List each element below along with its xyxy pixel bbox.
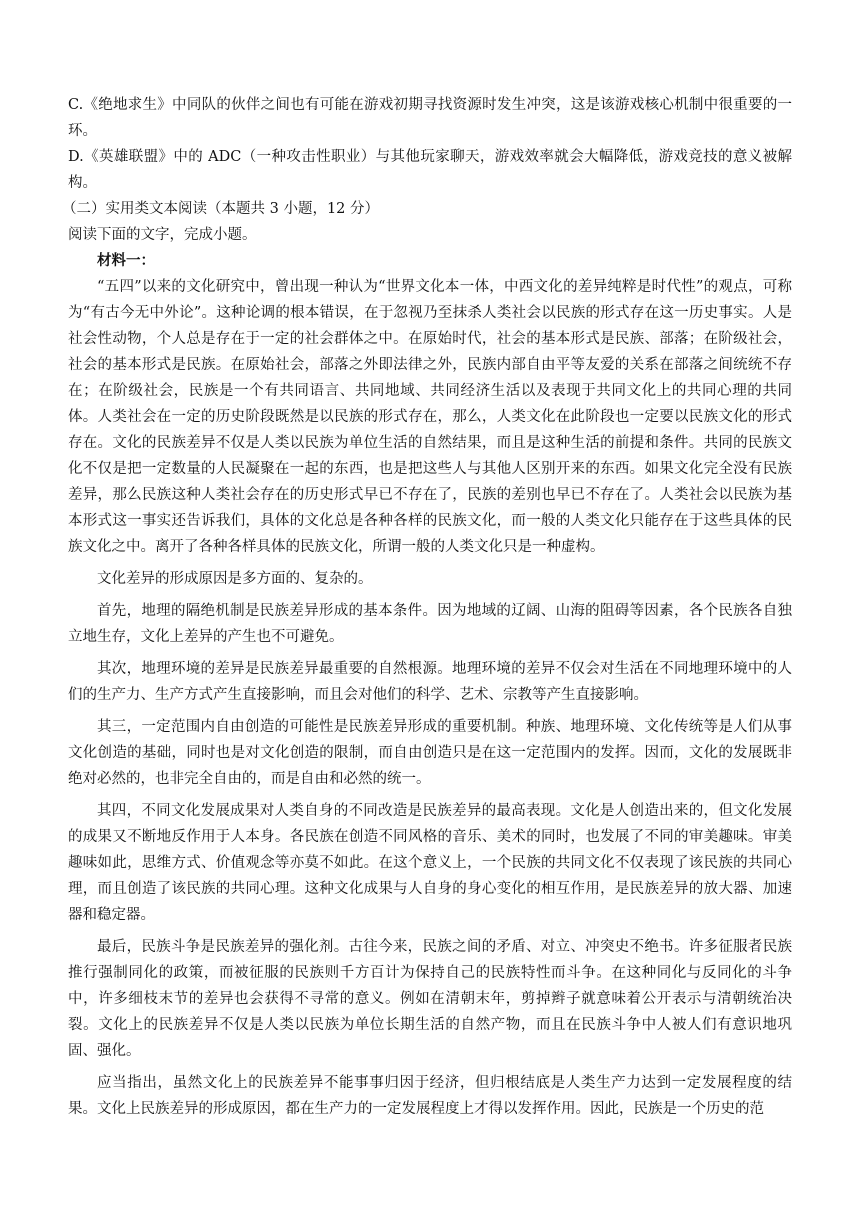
option-d-letter: D. [68,149,84,165]
option-d-text: 《英雄联盟》中的 ADC（一种攻击性职业）与其他玩家聊天，游戏效率就会大幅降低，游戏竞技的意义被解构。 [68,149,792,191]
material-body [68,274,792,1122]
option-c-text: 《绝地求生》中同队的伙伴之间也有可能在游戏初期寻找资源时发生冲突，这是该游戏核心机制中很重要的一环。 [68,97,792,139]
paragraph: “五四”以来的文化研究中，曾出现一种认为“世界文化本一体，中西文化的差异纯粹是时代性”的观点，可称为“有古今无中外论”。这种论调的根本错误，在于忽视乃至抹杀人类社会以民族的形式存在这一历史事实。人是社会性动物，个人总是存在于一定的社会群体之中。在原始时代，社会的基本形式是民族、部落；在阶级社会，社会的基本形式是民族。在原始社会，部落之外即法律之外，民族内部自由平等友爱的关系在部落之间统统不存在；在阶级社会，民族是一个有共同语言、共同地域、共同经济生活以及表现于共同文化上的共同心理的共同体。人类社会在一定的历史阶段既然是以民族的形式存在，那么，人类文化在此阶段也一定要以民族文化的形式存在。文化的民族差异不仅是人类以民族为单位生活的自然结果，而且是这种生活的前提和条件。共同的民族文化不仅是把一定数量的人民凝聚在一起的东西，也是把这些人与其他人区别开来的东西。如果文化完全没有民族差异，那么民族这种人类社会存在的历史形式早已不存在了，民族的差别也早已不存在了。人类社会以民族为基本形式这一事实还告诉我们，具体的文化总是各种各样的民族文化，而一般的人类文化只能存在于这些具体的民族文化之中。离开了各种各样具体的民族文化，所谓一般的人类文化只是一种虚构。 [68,279,792,555]
option-c-letter: C. [68,97,84,113]
reading-instruction: 阅读下面的文字，完成小题。 [68,227,257,243]
document-page [62,92,792,1128]
paragraph: 其三，一定范围内自由创造的可能性是民族差异形成的重要机制。种族、地理环境、文化传统等是人们从事文化创造的基础，同时也是对文化创造的限制，而自由创造只是在这一定范围内的发挥。因而，文化的发展既非绝对必然的，也非完全自由的，而是自由和必然的统一。 [68,719,792,787]
paragraph: 其次，地理环境的差异是民族差异最重要的自然根源。地理环境的差异不仅会对生活在不同地理环境中的人们的生产力、生产方式产生直接影响，而且会对他们的科学、艺术、宗教等产生直接影响。 [68,661,792,703]
paragraph: 首先，地理的隔绝机制是民族差异形成的基本条件。因为地域的辽阔、山海的阻碍等因素，各个民族各自独立地生存，文化上差异的产生也不可避免。 [68,603,792,645]
section-heading: （二）实用类文本阅读（本题共 3 小题，12 分） [62,201,380,217]
option-c [68,92,792,144]
paragraph: 其四，不同文化发展成果对人类自身的不同改造是民族差异的最高表现。文化是人创造出来的，但文化发展的成果又不断地反作用于人本身。各民族在创造不同风格的音乐、美术的同时，也发展了不同的审美趣味。审美趣味如此，思维方式、价值观念等亦莫不如此。在这个意义上，一个民族的共同文化不仅表现了该民族的共同心理，而且创造了该民族的共同心理。这种文化成果与人自身的身心变化的相互作用，是民族差异的放大器、加速器和稳定器。 [68,803,792,923]
paragraph: 文化差异的形成原因是多方面的、复杂的。 [97,571,373,587]
material-label: 材料一： [97,252,155,269]
paragraph: 应当指出，虽然文化上的民族差异不能事事归因于经济，但归根结底是人类生产力达到一定发展程度的结果。文化上民族差异的形成原因，都在生产力的一定发展程度上才得以发挥作用。因此，民族是一个历史的范 [68,1075,792,1117]
option-d [68,144,792,196]
paragraph: 最后，民族斗争是民族差异的强化剂。古往今来，民族之间的矛盾、对立、冲突史不绝书。许多征服者民族推行强制同化的政策，而被征服的民族则千方百计为保持自己的民族特性而斗争。在这种同化与反同化的斗争中，许多细枝末节的差异也会获得不寻常的意义。例如在清朝末年，剪掉辫子就意味着公开表示与清朝统治决裂。文化上的民族差异不仅是人类以民族为单位长期生活的自然产物，而且在民族斗争中人被人们有意识地巩固、强化。 [68,939,792,1059]
